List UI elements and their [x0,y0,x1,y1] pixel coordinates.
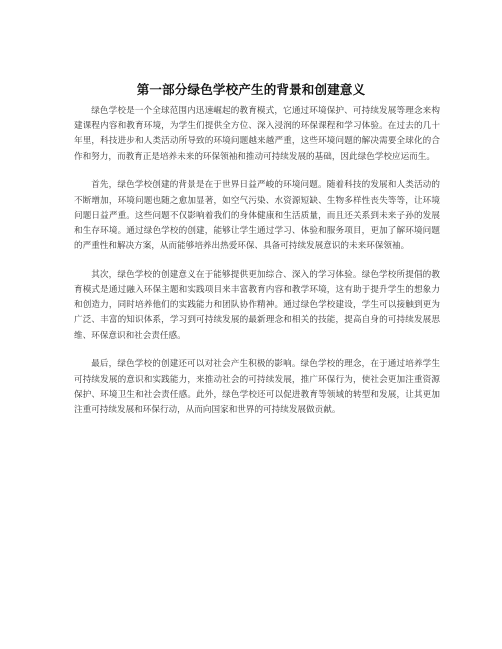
paragraph-second-reason: 其次，绿色学校的创建意义在于能够提供更加综合、深入的学习体验。绿色学校所提倡的教育模式是通过融入环保主题和实践项目来丰富教育内容和教学环境，这有助于提升学生的想象力和创造力，同时培养他们的实践能力和团队协作精神。通过绿色学校建设，学生可以接触到更为广泛、丰富的知识体系，学习到可持续发展的最新理念和相关的技能，提高自身的可持续发展思维、环保意识和社会责任感。 [74,269,440,341]
paragraph-first-reason: 首先，绿色学校创建的背景是在于世界日益严峻的环境问题。随着科技的发展和人类活动的不断增加，环境问题也随之愈加显著，如空气污染、水资源短缺、生物多样性丧失等等，让环境问题日益严重。这些问题不仅影响着我们的身体健康和生活质量，而且还关系到未来子孙的发展和生存环境。通过绿色学校的创建，能够让学生通过学习、体验和服务项目，更加了解环境问题的严重性和解决方案，从而能够培养出热爱环保、具备可持续发展意识的未来环保领袖。 [74,180,440,252]
paragraph-background: 绿色学校是一个全球范围内迅速崛起的教育模式，它通过环境保护、可持续发展等理念来构建课程内容和教育环境，为学生们提供全方位、深入浸润的环保课程和学习体验。在过去的几十年里，科技进步和人类活动所导致的环境问题越来越严重，这些环境问题的解决需要全球化的合作和努力，而教育正是培养未来的环保领袖和推动可持续发展的基础，因此绿色学校应运而生。 [74,106,440,162]
document-title: 第一部分绿色学校产生的背景和创建意义 [136,82,366,97]
document-body [74,104,440,432]
paragraph-final-reason: 最后，绿色学校的创建还可以对社会产生积极的影响。绿色学校的理念，在于通过培养学生可持续发展的意识和实践能力，来推动社会的可持续发展，推广环保行为，使社会更加注重资源保护、环境卫生和社会责任感。此外，绿色学校还可以促进教育等领域的转型和发展，让其更加注重可持续发展和环保行动，从而向国家和世界的可持续发展做贡献。 [74,359,440,415]
